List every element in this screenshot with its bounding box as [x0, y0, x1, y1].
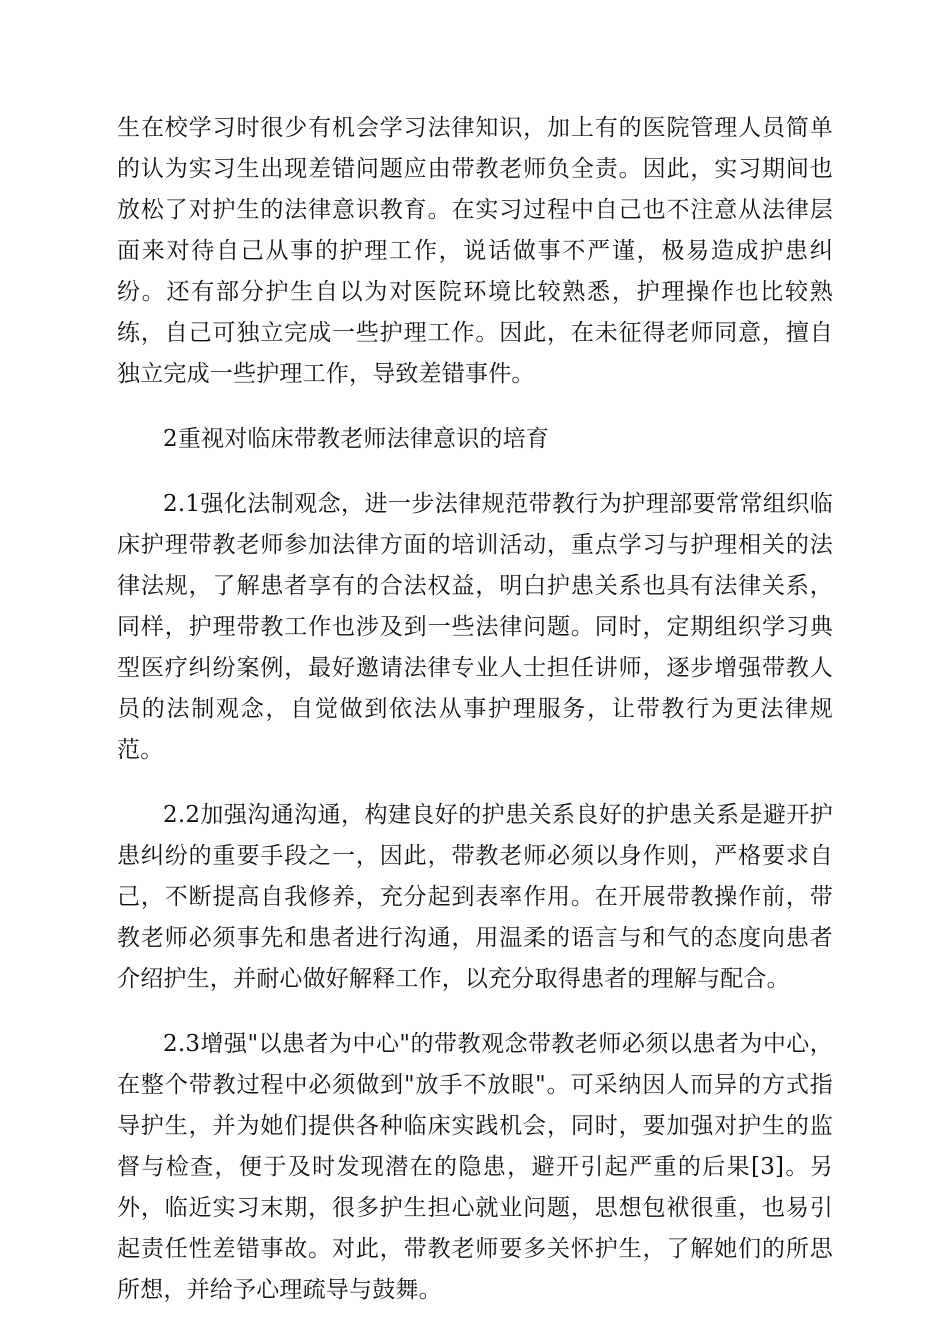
paragraph-2-3: 2.3增强"以患者为中心"的带教观念带教老师必须以患者为中心，在整个带教过程中必须做到"放手不放眼"。可采纳因人而异的方式指导护生，并为她们提供各种临床实践机会，同时，要加强对护生的监督与检查，便于及时发现潜在的隐患，避开引起严重的后果[3]。另外，临近实习末期，很多护生担心就业问题，思想包袱很重，也易引起责任性差错事故。对此，带教老师要多关怀护生，了解她们的所思所想，并给予心理疏导与鼓舞。 — [117, 1031, 833, 1303]
paragraph-2-2: 2.2加强沟通沟通，构建良好的护患关系良好的护患关系是避开护患纠纷的重要手段之一，因此，带教老师必须以身作则，严格要求自己，不断提高自我修养，充分起到表率作用。在开展带教操作前，带教老师必须事先和患者进行沟通，用温柔的语言与和气的态度向患者介绍护生，并耐心做好解释工作，以充分取得患者的理解与配合。 — [117, 802, 833, 992]
paragraph-2-1: 2.1强化法制观念，进一步法律规范带教行为护理部要常常组织临床护理带教老师参加法律方面的培训活动，重点学习与护理相关的法律法规，了解患者享有的合法权益，明白护患关系也具有法律关系，同样，护理带教工作也涉及到一些法律问题。同时，定期组织学习典型医疗纠纷案例，最好邀请法律专业人士担任讲师，逐步增强带教人员的法制观念，自觉做到依法从事护理服务，让带教行为更法律规范。 — [117, 491, 833, 763]
paragraph-continuation: 生在校学习时很少有机会学习法律知识，加上有的医院管理人员简单的认为实习生出现差错问题应由带教老师负全责。因此，实习期间也放松了对护生的法律意识教育。在实习过程中自己也不注意从法律层面来对待自己从事的护理工作，说话做事不严谨，极易造成护患纠纷。还有部分护生自以为对医院环境比较熟悉，护理操作也比较熟练，自己可独立完成一些护理工作。因此，在未征得老师同意，擅自独立完成一些护理工作，导致差错事件。 — [117, 115, 833, 387]
section-heading: 2重视对临床带教老师法律意识的培育 — [163, 426, 550, 452]
document-body — [117, 108, 833, 1335]
